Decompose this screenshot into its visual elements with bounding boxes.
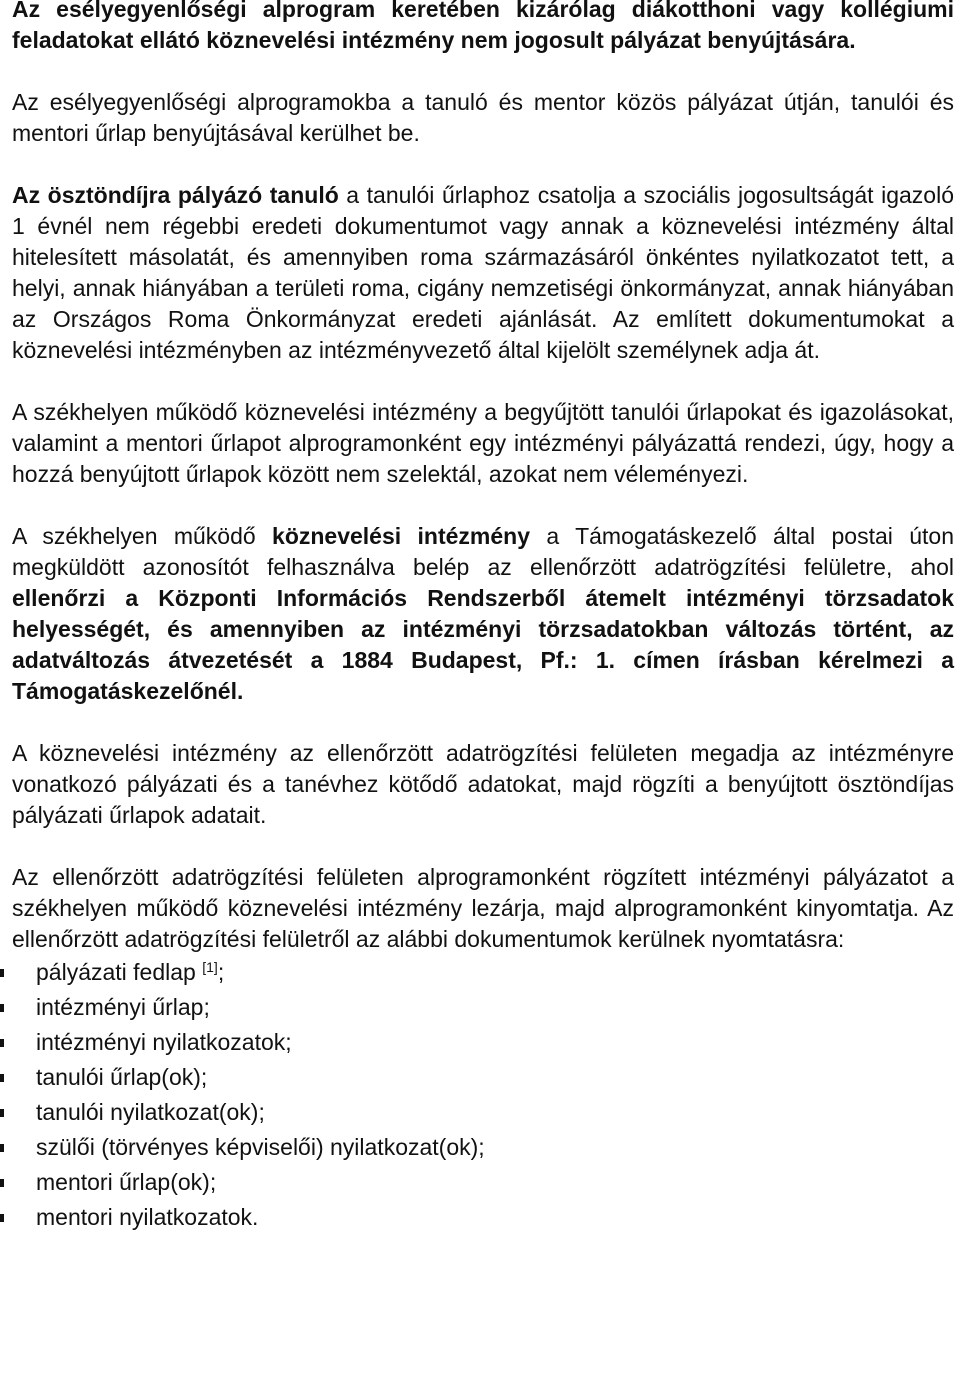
list-item-text: mentori űrlap(ok); (36, 1169, 217, 1195)
list-item (12, 1060, 954, 1095)
paragraph-eligibility-text: Az esélyegyenlőségi alprogram keretében kizárólag diákotthoni vagy kollégiumi feladatokat ellátó köznevelési intézmény nem jogosult pályázat benyújtására. (12, 0, 954, 53)
bullet-icon (0, 1179, 4, 1187)
paragraph-closing-printing (12, 862, 954, 955)
paragraph-institution-collects (12, 397, 954, 490)
list-item-text: intézményi űrlap; (36, 994, 210, 1020)
paragraph-eligibility (12, 0, 954, 56)
list-item-text: intézményi nyilatkozatok; (36, 1029, 292, 1055)
data-check-bold-1: köznevelési intézmény (272, 523, 530, 549)
list-item-text: tanulói nyilatkozat(ok); (36, 1099, 265, 1125)
list-item (12, 990, 954, 1025)
bullet-icon (0, 1004, 4, 1012)
list-item-text: mentori nyilatkozatok. (36, 1204, 259, 1230)
bullet-icon (0, 1074, 4, 1082)
student-documents-text: a tanulói űrlaphoz csatolja a szociális jogosultságát igazoló 1 évnél nem régebbi eredeti dokumentumot vagy annak a köznevelési intézmény által hitelesített másolatát, és amennyiben roma származásáról önkéntes nyilatkozatot tett, a helyi, annak hiányában a területi roma, cigány nemzetiségi önkormányzat, annak hiányában az Országos Roma Önkormányzat eredeti ajánlását. Az említett dokumentumokat a köznevelési intézményben az intézményvezető által kijelölt személynek adja át. (12, 182, 954, 363)
footnote-reference[interactable]: [1] (202, 959, 218, 975)
data-check-bold-2: ellenőrzi a Központi Információs Rendszerből átemelt intézményi törzsadatok helyességét, és amennyiben az intézményi törzsadatokban változás történt, az adatváltozás átvezetését a 1884 Budapest, Pf.: 1. címen írásban kérelmezi a Támogatáskezelőnél. (12, 585, 954, 704)
list-item-text: szülői (törvényes képviselői) nyilatkozat(ok); (36, 1134, 485, 1160)
paragraph-data-check (12, 521, 954, 707)
paragraph-entry (12, 87, 954, 149)
printed-documents-list (12, 955, 954, 1235)
list-item (12, 1095, 954, 1130)
list-item-text: tanulói űrlap(ok); (36, 1064, 208, 1090)
document-page (12, 0, 954, 1235)
data-entry-text: A köznevelési intézmény az ellenőrzött adatrögzítési felületen megadja az intézményre vonatkozó pályázati és a tanévhez kötődő adatokat, majd rögzíti a benyújtott ösztöndíjas pályázati űrlapok adatait. (12, 740, 954, 828)
list-item (12, 955, 954, 990)
bullet-icon (0, 1109, 4, 1117)
paragraph-entry-text: Az esélyegyenlőségi alprogramokba a tanuló és mentor közös pályázat útján, tanulói és mentori űrlap benyújtásával kerülhet be. (12, 89, 954, 146)
list-item (12, 1130, 954, 1165)
list-item (12, 1025, 954, 1060)
paragraph-student-documents (12, 180, 954, 366)
list-item (12, 1165, 954, 1200)
list-item (12, 1200, 954, 1235)
data-check-text-1: A székhelyen működő (12, 523, 273, 549)
list-item-text: pályázati fedlap (36, 959, 203, 985)
bullet-icon (0, 1144, 4, 1152)
bullet-icon (0, 969, 4, 977)
institution-collects-text: A székhelyen működő köznevelési intézmény a begyűjtött tanulói űrlapokat és igazolásokat, valamint a mentori űrlapot alprogramonként egy intézményi pályázattá rendezi, úgy, hogy a hozzá benyújtott űrlapok között nem szelektál, azokat nem véleményezi. (12, 399, 954, 487)
bullet-icon (0, 1039, 4, 1047)
student-bold-lead: Az ösztöndíjra pályázó tanuló (12, 182, 339, 208)
paragraph-data-entry (12, 738, 954, 831)
bullet-icon (0, 1214, 4, 1222)
closing-printing-text: Az ellenőrzött adatrögzítési felületen alprogramonként rögzített intézményi pályázatot a székhelyen működő köznevelési intézmény lezárja, majd alprogramonként kinyomtatja. Az ellenőrzött adatrögzítési felületről az alábbi dokumentumok kerülnek nyomtatásra: (12, 864, 954, 952)
list-item-punctuation: ; (217, 959, 225, 985)
data-check-text-2: a Támogatáskezelő által postai úton megküldött azonosítót felhasználva belép az ellenőrzött adatrögzítési felületre, ahol (12, 523, 954, 580)
